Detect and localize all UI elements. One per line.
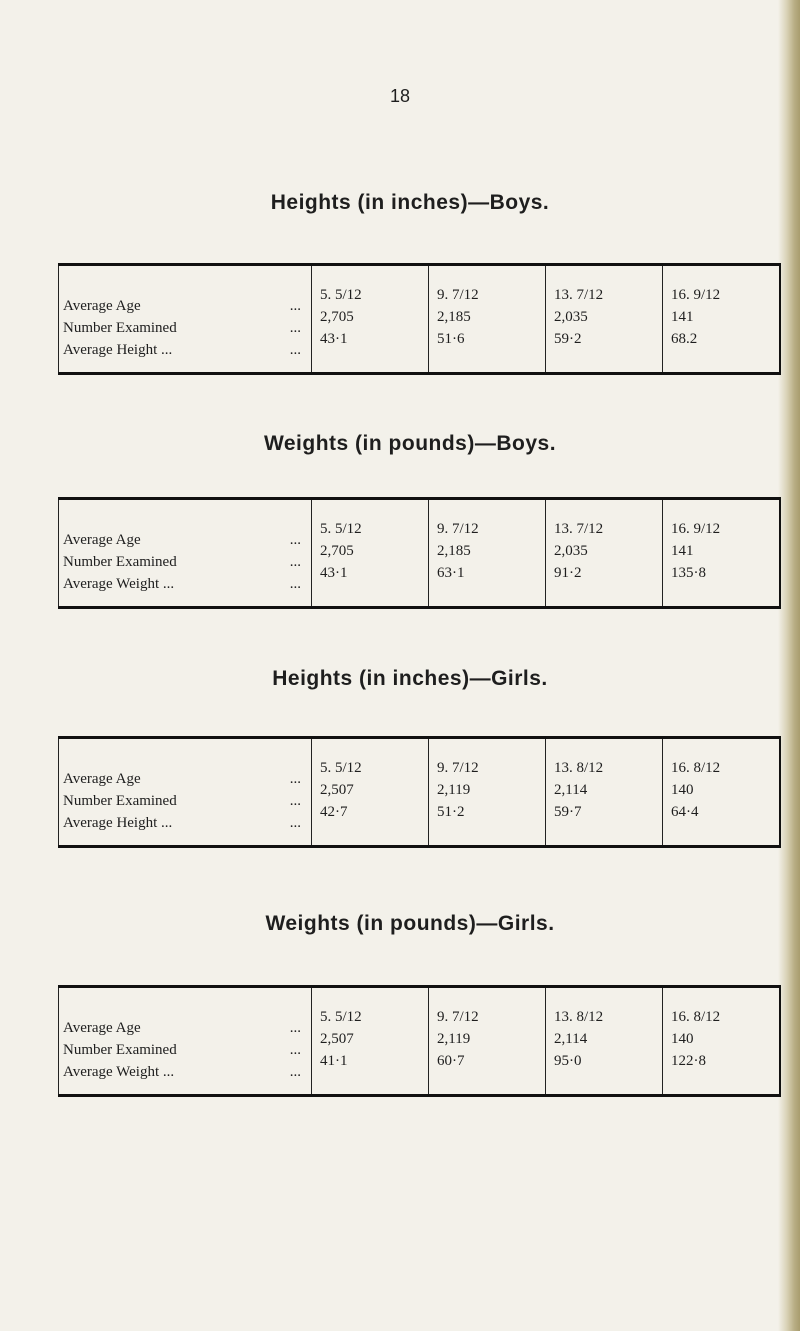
cell: 2,185 [429, 540, 546, 562]
cell: 2,035 [546, 540, 663, 562]
cell: 63·1 [429, 562, 546, 608]
leader-dots: ... [289, 298, 301, 314]
leader-dots: ... [289, 815, 301, 831]
cell: 9. 7/12 [429, 265, 546, 307]
cell: 13. 7/12 [546, 265, 663, 307]
leader-dots: ... [289, 1042, 301, 1058]
table-row [59, 540, 781, 562]
leader-dots: ... [289, 771, 301, 787]
row-label: Number Examined ... [59, 540, 312, 562]
cell: 16. 8/12 [663, 987, 781, 1029]
cell: 2,119 [429, 779, 546, 801]
leader-dots: ... [289, 1064, 301, 1080]
cell: 43·1 [312, 328, 429, 374]
table-row [59, 562, 781, 608]
leader-dots: ... [289, 342, 301, 358]
row-label: Average Age ... [59, 265, 312, 307]
leader-dots: ... [289, 793, 301, 809]
cell: 41·1 [312, 1050, 429, 1096]
cell: 2,114 [546, 1028, 663, 1050]
cell: 135·8 [663, 562, 781, 608]
table-heights-girls [58, 736, 781, 848]
cell: 9. 7/12 [429, 499, 546, 541]
cell: 9. 7/12 [429, 738, 546, 780]
cell: 141 [663, 540, 781, 562]
leader-dots: ... [289, 554, 301, 570]
cell: 95·0 [546, 1050, 663, 1096]
row-label: Average Weight ... ... [59, 562, 312, 608]
cell: 141 [663, 306, 781, 328]
table-heights-boys [58, 263, 781, 375]
cell: 2,507 [312, 779, 429, 801]
cell: 64·4 [663, 801, 781, 847]
cell: 51·6 [429, 328, 546, 374]
leader-dots: ... [289, 532, 301, 548]
row-label: Average Weight ... ... [59, 1050, 312, 1096]
cell: 13. 8/12 [546, 738, 663, 780]
leader-dots: ... [289, 320, 301, 336]
table-title-heights-boys: Heights (in inches)—Boys. [270, 191, 550, 214]
cell: 5. 5/12 [312, 265, 429, 307]
cell: 68.2 [663, 328, 781, 374]
row-label: Average Height ... ... [59, 328, 312, 374]
cell: 13. 8/12 [546, 987, 663, 1029]
cell: 42·7 [312, 801, 429, 847]
cell: 5. 5/12 [312, 987, 429, 1029]
table-row [59, 1028, 781, 1050]
cell: 60·7 [429, 1050, 546, 1096]
cell: 59·2 [546, 328, 663, 374]
cell: 5. 5/12 [312, 738, 429, 780]
table-row [59, 306, 781, 328]
cell: 13. 7/12 [546, 499, 663, 541]
table-title-heights-girls: Heights (in inches)—Girls. [272, 667, 548, 690]
cell: 59·7 [546, 801, 663, 847]
cell: 140 [663, 779, 781, 801]
cell: 2,114 [546, 779, 663, 801]
table-row [59, 987, 781, 1029]
row-label: Number Examined ... [59, 306, 312, 328]
table-row [59, 738, 781, 780]
cell: 43·1 [312, 562, 429, 608]
page-number: 18 [389, 86, 411, 106]
table-row [59, 801, 781, 847]
row-label: Average Height ... ... [59, 801, 312, 847]
leader-dots: ... [289, 1020, 301, 1036]
row-label: Average Age ... [59, 987, 312, 1029]
table-title-weights-girls: Weights (in pounds)—Girls. [265, 912, 555, 935]
cell: 2,035 [546, 306, 663, 328]
cell: 2,507 [312, 1028, 429, 1050]
table-row [59, 499, 781, 541]
row-label: Average Age ... [59, 738, 312, 780]
table-row [59, 328, 781, 374]
row-label: Average Age ... [59, 499, 312, 541]
table-row [59, 1050, 781, 1096]
table-weights-boys [58, 497, 781, 609]
table-title-weights-boys: Weights (in pounds)—Boys. [263, 432, 557, 455]
cell: 140 [663, 1028, 781, 1050]
table-row [59, 265, 781, 307]
table-weights-girls [58, 985, 781, 1097]
cell: 16. 9/12 [663, 499, 781, 541]
table-row [59, 779, 781, 801]
cell: 91·2 [546, 562, 663, 608]
cell: 122·8 [663, 1050, 781, 1096]
cell: 9. 7/12 [429, 987, 546, 1029]
cell: 5. 5/12 [312, 499, 429, 541]
cell: 16. 8/12 [663, 738, 781, 780]
row-label: Number Examined ... [59, 1028, 312, 1050]
leader-dots: ... [289, 576, 301, 592]
cell: 2,705 [312, 306, 429, 328]
cell: 2,119 [429, 1028, 546, 1050]
cell: 2,705 [312, 540, 429, 562]
cell: 16. 9/12 [663, 265, 781, 307]
cell: 2,185 [429, 306, 546, 328]
cell: 51·2 [429, 801, 546, 847]
row-label: Number Examined ... [59, 779, 312, 801]
